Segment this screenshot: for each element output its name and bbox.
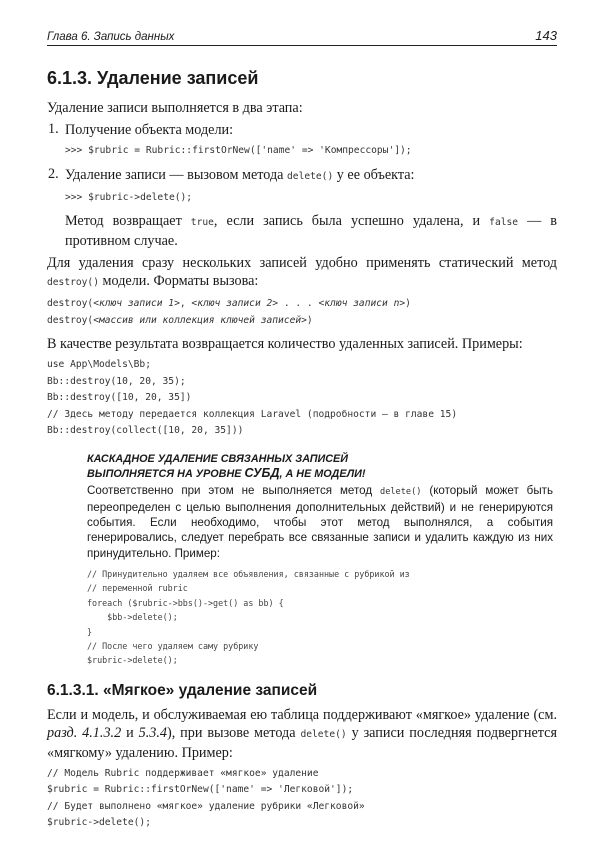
code-comment: // После чего удаляем саму рубрику — [87, 641, 259, 652]
code-line: Bb::destroy([10, 20, 35]) — [47, 392, 192, 403]
note-title-line: КАСКАДНОЕ УДАЛЕНИЕ СВЯЗАННЫХ ЗАПИСЕЙ — [87, 452, 349, 465]
intro-paragraph: Удаление записи выполняется в два этапа: — [47, 100, 303, 116]
text-span: Если и модель, и обслуживаемая ею таблица поддерживают «мягкое» удаление (см. — [47, 706, 557, 723]
book-page — [47, 28, 557, 838]
examples-block — [47, 357, 557, 440]
multi-delete-paragraph — [47, 254, 557, 292]
code-line: Bb::destroy(collect([10, 20, 35])) — [47, 425, 244, 436]
list-number: 1. — [48, 121, 59, 137]
formats-block — [47, 296, 557, 329]
list-item — [47, 121, 557, 160]
section-title: 6.1.3. Удаление записей — [47, 68, 259, 88]
code-line: use App\Models\Bb; — [47, 359, 151, 370]
soft-examples-block — [47, 766, 557, 832]
code-line: Bb::destroy(10, 20, 35); — [47, 375, 186, 387]
page-number: 143 — [535, 28, 557, 43]
inline-code: delete() — [287, 170, 334, 182]
running-header — [47, 28, 557, 46]
steps-list — [47, 121, 557, 250]
text-span: (который может быть переопределен с целью выполнения дополнительных действий) и не генерируются события. Если необходимо, чтобы этот метод выполнялся, а события генерировались, следует перебрать все связанные записи и удалить каждую из них принудительно. Пример: — [87, 483, 554, 560]
code-span: > . . . < — [272, 298, 325, 309]
text-span: — в противном случае. — [65, 213, 557, 249]
code-comment: // Здесь методу передается коллекция Laravel (подробности — в главе 15) — [47, 408, 458, 420]
code-arg: ключ записи n — [324, 298, 400, 309]
code-arg: ключ записи 1 — [98, 298, 175, 309]
inline-code: delete() — [300, 728, 347, 740]
code-line: $rubric->delete(); — [47, 817, 151, 829]
code-arg: ключ записи 2 — [197, 298, 273, 309]
inline-code: true — [190, 217, 214, 228]
text-span: Удаление записи — вызовом метода — [65, 166, 288, 183]
code-comment: // переменной rubric — [87, 583, 188, 594]
code-span: destroy(< — [47, 298, 99, 309]
inline-code: delete() — [380, 486, 422, 497]
list-item — [47, 166, 557, 251]
code-line: $rubric->delete(); — [87, 655, 178, 666]
code-line: >>> $rubric->delete(); — [65, 191, 193, 203]
return-paragraph — [65, 212, 557, 250]
cross-reference: 5.3.4 — [138, 724, 167, 741]
text-span: ВЫПОЛНЯЕТСЯ НА УРОВНЕ — [87, 467, 245, 480]
code-span: >) — [399, 298, 411, 309]
text-span: СУБД — [244, 465, 280, 480]
subsection-title: 6.1.3.1. «Мягкое» удаление записей — [47, 681, 318, 699]
code-line: $bb->delete(); — [87, 612, 178, 623]
text-span: у ее объекта: — [333, 166, 415, 183]
text-span: у записи последняя подвергнется «мягкому» удалению. Пример: — [47, 724, 557, 761]
code-span: >, < — [174, 298, 198, 309]
code-line: foreach ($rubric->bbs()->get() as bb) { — [87, 597, 284, 608]
text-span: Метод возвращает — [65, 213, 191, 229]
code-comment: // Модель Rubric поддерживает «мягкое» удаление — [47, 767, 319, 779]
chapter-title: Глава 6. Запись данных — [47, 31, 175, 43]
step-text: Получение объекта модели: — [65, 122, 234, 138]
soft-delete-paragraph — [47, 706, 557, 762]
code-arg: массив или коллекция ключей записей — [98, 314, 302, 326]
text-span: Для удаления сразу нескольких записей удобно применять статический метод — [47, 255, 557, 271]
code-comment: // Принудительно удаляем все объявления, связанные с рубрикой из — [87, 568, 410, 579]
note-box — [87, 452, 553, 668]
note-body — [87, 483, 553, 561]
list-number: 2. — [48, 165, 59, 182]
text-span: , если запись была успешно удалена, и — [213, 213, 490, 229]
code-span: destroy(< — [47, 314, 99, 326]
note-title — [87, 452, 553, 481]
inline-code: false — [489, 217, 519, 228]
code-span: >) — [301, 314, 313, 326]
result-paragraph: В качестве результата возвращается количество удаленных записей. Примеры: — [47, 336, 523, 352]
step-text — [65, 166, 557, 186]
text-span: , А НЕ МОДЕЛИ! — [279, 467, 366, 480]
code-line: } — [87, 626, 93, 637]
code-comment: // Будет выполнено «мягкое» удаление рубрики «Легковой» — [47, 800, 365, 812]
note-code-block — [87, 567, 553, 668]
cross-reference: разд. 4.1.3.2 — [47, 724, 122, 741]
inline-code: destroy() — [47, 277, 99, 288]
text-span: Соответственно при этом не выполняется метод — [87, 483, 381, 497]
note-title-line — [87, 466, 553, 481]
code-line: >>> $rubric = Rubric::firstOrNew(['name' => 'Компрессоры']); — [65, 145, 412, 156]
text-span: ), при вызове метода — [166, 724, 301, 741]
code-line: $rubric = Rubric::firstOrNew(['name' => 'Легковой']); — [47, 784, 354, 796]
text-span: модели. Форматы вызова: — [98, 273, 259, 289]
text-span: и — [121, 724, 139, 741]
